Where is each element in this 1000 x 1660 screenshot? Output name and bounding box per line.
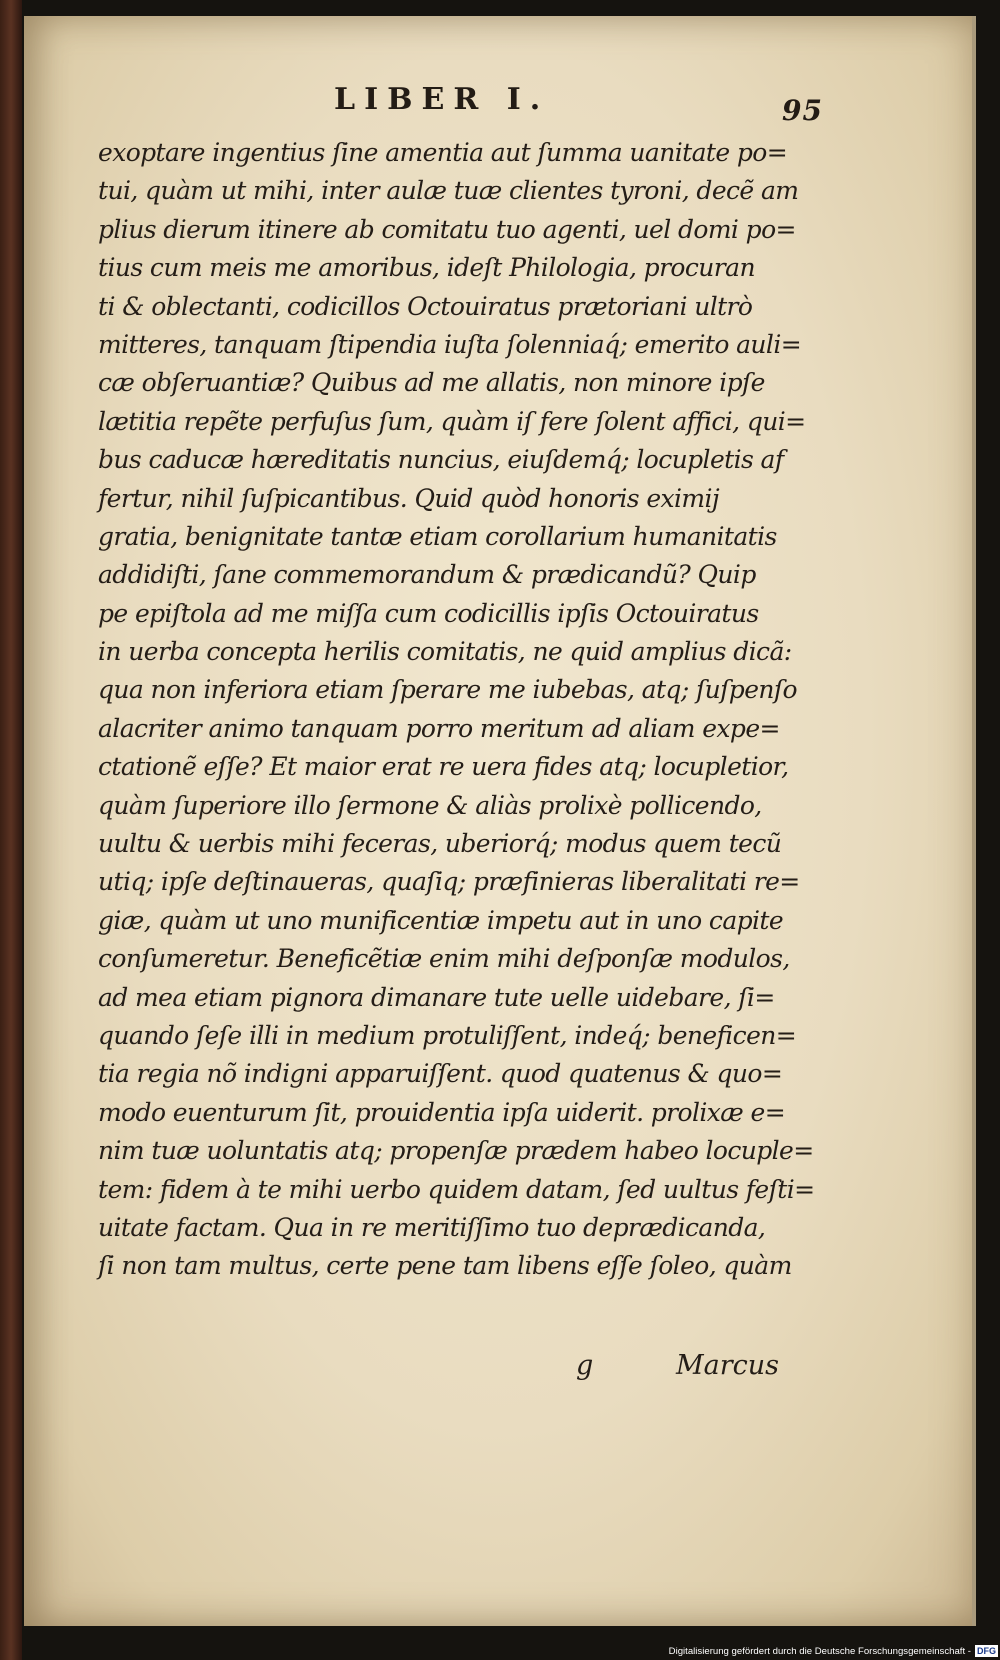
text-line: bus caducæ hæreditatis nuncius, eiuſdemq́; locupletis af: [98, 445, 784, 475]
text-line: ctationẽ eſſe? Et maior erat re uera fides atq; locupletior,: [98, 752, 789, 782]
text-line: exoptare ingentius ſine amentia aut ſumma uanitate po=: [98, 138, 788, 167]
text-line: plius dierum itinere ab comitatu tuo agenti, uel domi po=: [98, 214, 796, 244]
text-line: giæ, quàm ut uno munificentiæ impetu aut in uno capite: [98, 905, 784, 935]
text-line: uitate factam. Qua in re meritiſſimo tuo deprædicanda,: [98, 1212, 766, 1242]
text-line: qua non inferiora etiam ſperare me iubebas, atq; ſuſpenſo: [98, 675, 798, 705]
text-line: quando ſeſe illi in medium protuliſſent, indeq́; beneficen=: [98, 1020, 797, 1050]
running-head: [24, 82, 972, 127]
catchword: Marcus: [676, 1350, 780, 1381]
text-line: fertur, nihil ſuſpicantibus. Quid quòd honoris eximij: [98, 483, 720, 513]
credit-text: Digitalisierung gefördert durch die Deutsche Forschungsgemeinschaft -: [668, 1645, 971, 1657]
folio-number: 95: [782, 94, 823, 127]
text-line: alacriter animo tanquam porro meritum ad aliam expe=: [98, 713, 780, 743]
text-line: uultu & uerbis mihi feceras, uberiorq́; modus quem tecũ: [98, 829, 782, 859]
book-cover-edge: [0, 0, 22, 1660]
text-line: conſumeretur. Beneficẽtiæ enim mihi deſponſæ modulos,: [98, 944, 790, 974]
text-line: lætitia repẽte perfuſus ſum, quàm iſ fere ſolent affici, qui=: [98, 406, 806, 436]
text-line: modo euenturum ſit, prouidentia ipſa uiderit. prolixæ e=: [98, 1097, 786, 1127]
running-title: LIBER I.: [334, 82, 550, 117]
text-line: gratia, benignitate tantæ etiam corollarium humanitatis: [98, 521, 777, 551]
text-line: cæ obſeruantiæ? Quibus ad me allatis, non minore ipſe: [98, 368, 765, 398]
text-line: utiq; ipſe deſtinaueras, quaſiq; præfinieras liberalitati re=: [98, 867, 800, 897]
catch-row: [98, 1350, 828, 1390]
text-line: tui, quàm ut mihi, inter aulæ tuæ clientes tyroni, decẽ am: [98, 176, 799, 206]
dfg-logo: DFG: [977, 1646, 996, 1656]
text-line: nim tuæ uoluntatis atq; propenſæ prædem habeo locuple=: [98, 1136, 814, 1166]
text-line: quàm ſuperiore illo ſermone & aliàs prolixè pollicendo,: [98, 790, 762, 820]
digitization-credit: [600, 1642, 1000, 1660]
signature-mark: g: [576, 1350, 594, 1381]
text-line: in uerba concepta herilis comitatis, ne quid amplius dicã:: [98, 637, 792, 667]
text-block: [98, 134, 828, 1286]
text-line: mitteres, tanquam ſtipendia iuſta ſolenniaq́; emerito auli=: [98, 329, 802, 359]
text-line: addidiſti, ſane commemorandum & prædicandũ? Quip: [98, 560, 756, 590]
text-line: tem: fidem à te mihi uerbo quidem datam, ſed uultus feſti=: [98, 1174, 815, 1204]
book-page: [24, 16, 976, 1626]
text-line: ad mea etiam pignora dimanare tute uelle uidebare, ſi=: [98, 982, 775, 1012]
text-line: ti & oblectanti, codicillos Octouiratus prætoriani ultrò: [98, 291, 753, 321]
text-line: tia regia nõ indigni apparuiſſent. quod quatenus & quo=: [98, 1059, 783, 1089]
text-line: tius cum meis me amoribus, ideſt Philologia, procuran: [98, 253, 755, 283]
text-line: ſi non tam multus, certe pene tam libens eſſe ſoleo, quàm: [98, 1251, 792, 1281]
text-line: pe epiſtola ad me miſſa cum codicillis ipſis Octouiratus: [98, 598, 759, 628]
